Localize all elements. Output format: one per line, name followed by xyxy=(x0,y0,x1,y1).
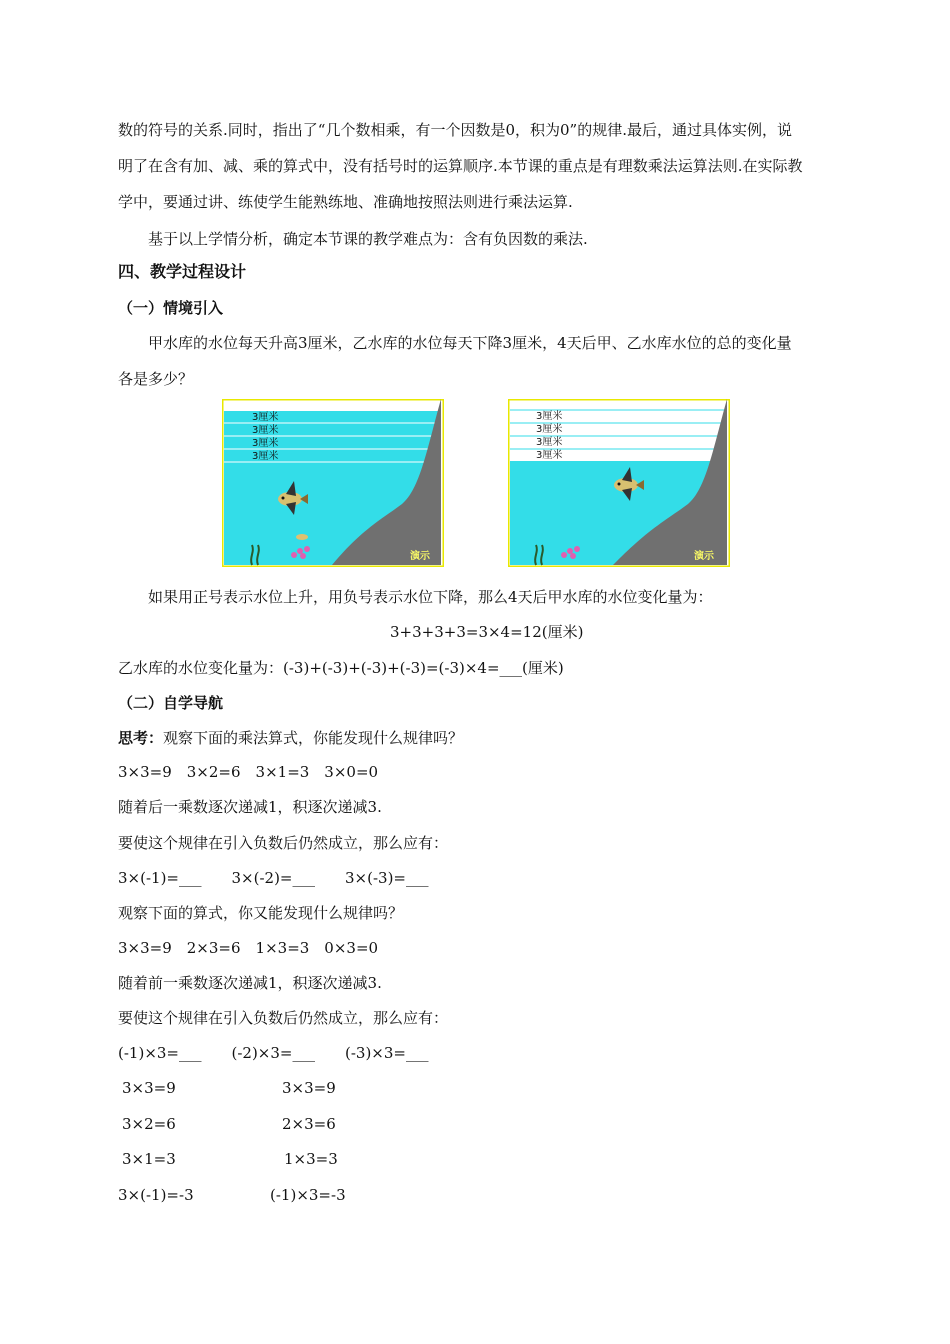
table-left-4: 3×(-1)=-3 xyxy=(118,1186,194,1204)
equation-reservoir-a: 3+3+3+3=3×4=12(厘米) xyxy=(390,623,584,641)
multiplication-row-1: 3×3=9 3×2=6 3×1=3 3×0=0 xyxy=(118,763,379,781)
rule-line-1: 随着后一乘数逐次递减1，积逐次递减3. xyxy=(118,798,382,816)
level-label-4: 3厘米 xyxy=(252,451,279,462)
paragraph-line-2: 明了在含有加、减、乘的算式中，没有括号时的运算顺序.本节课的重点是有理数乘法运算法则.在实际教 xyxy=(118,157,803,175)
explanation-line: 如果用正号表示水位上升，用负号表示水位下降，那么4天后甲水库的水位变化量为： xyxy=(148,588,713,606)
multiplication-row-2: 3×3=9 2×3=6 1×3=3 0×3=0 xyxy=(118,939,379,957)
observe-line-2: 观察下面的算式，你又能发现什么规律吗？ xyxy=(118,904,404,922)
small-fish-icon xyxy=(296,534,308,540)
table-left-2: 3×2=6 xyxy=(122,1115,176,1133)
question-line-2: 各是多少？ xyxy=(118,370,194,388)
level-label-4: 3厘米 xyxy=(536,450,563,461)
question-line-1: 甲水库的水位每天升高3厘米，乙水库的水位每天下降3厘米，4天后甲、乙水库水位的总的变化量 xyxy=(148,334,792,352)
reservoir-figure-a xyxy=(222,399,444,567)
table-right-1: 3×3=9 xyxy=(282,1079,336,1097)
fill-blank-row-2: (-1)×3=___ (-2)×3=___ (-3)×3=___ xyxy=(118,1044,429,1062)
level-label-3: 3厘米 xyxy=(252,438,279,449)
subheading-intro: （一）情境引入 xyxy=(118,299,224,317)
paragraph-difficulty: 基于以上学情分析，确定本节课的教学难点为：含有负因数的乘法. xyxy=(148,230,588,248)
think-label: 思考： xyxy=(118,729,164,747)
demo-label-a: 演示 xyxy=(410,551,430,562)
table-right-4: (-1)×3=-3 xyxy=(270,1186,346,1204)
rule-line-2: 随着前一乘数逐次递减1，积逐次递减3. xyxy=(118,974,382,992)
level-label-1: 3厘米 xyxy=(252,412,279,423)
level-label-1: 3厘米 xyxy=(536,411,563,422)
think-prompt xyxy=(118,728,463,748)
equation-reservoir-b: 乙水库的水位变化量为：(-3)+(-3)+(-3)+(-3)=(-3)×4=___(厘米) xyxy=(118,659,564,677)
paragraph-line-3: 学中，要通过讲、练使学生能熟练地、准确地按照法则进行乘法运算. xyxy=(118,193,573,211)
demo-label-b: 演示 xyxy=(694,551,714,562)
think-text: 观察下面的乘法算式，你能发现什么规律吗？ xyxy=(163,729,464,747)
level-label-2: 3厘米 xyxy=(252,425,279,436)
table-right-2: 2×3=6 xyxy=(282,1115,336,1133)
section-heading-4: 四、教学过程设计 xyxy=(118,262,247,281)
reservoir-figure-b xyxy=(508,399,730,567)
table-right-3: 1×3=3 xyxy=(284,1150,338,1168)
level-label-2: 3厘米 xyxy=(536,424,563,435)
fill-blank-row-1: 3×(-1)=___ 3×(-2)=___ 3×(-3)=___ xyxy=(118,869,429,887)
level-label-3: 3厘米 xyxy=(536,437,563,448)
paragraph-line-1: 数的符号的关系.同时，指出了“几个数相乘，有一个因数是0，积为0”的规律.最后，通过具体实例，说 xyxy=(118,121,792,139)
table-left-3: 3×1=3 xyxy=(122,1150,176,1168)
keep-rule-line-1: 要使这个规律在引入负数后仍然成立，那么应有： xyxy=(118,834,449,852)
keep-rule-line-2: 要使这个规律在引入负数后仍然成立，那么应有： xyxy=(118,1009,449,1027)
subheading-self-study: （二）自学导航 xyxy=(118,694,224,712)
table-left-1: 3×3=9 xyxy=(122,1079,176,1097)
